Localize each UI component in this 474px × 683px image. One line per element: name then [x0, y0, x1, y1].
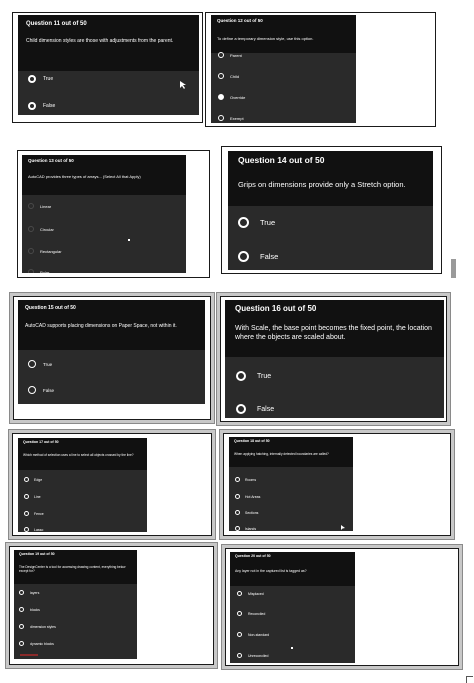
answer-option-parent[interactable] — [218, 52, 242, 58]
option-label: True — [43, 76, 54, 82]
checkbox-icon[interactable] — [28, 226, 34, 232]
question-14-header — [228, 151, 433, 206]
question-12-card — [211, 15, 356, 123]
scrollbar-thumb[interactable] — [451, 259, 456, 278]
option-label: False — [260, 252, 279, 261]
question-18-card — [229, 437, 353, 531]
question-title: Question 13 out of 50 — [28, 158, 74, 163]
radio-button-selected-icon[interactable] — [218, 94, 224, 100]
radio-button-icon[interactable] — [24, 511, 29, 516]
question-17-inner-frame — [12, 433, 212, 536]
answer-option-unreconciled[interactable] — [237, 653, 268, 658]
question-title: Question 12 out of 50 — [217, 18, 263, 23]
answer-option-non-standard[interactable] — [237, 632, 269, 637]
radio-button-icon[interactable] — [237, 611, 242, 616]
radio-button-icon[interactable] — [28, 386, 36, 394]
question-12-frame — [205, 12, 436, 127]
answer-option-layers[interactable] — [19, 590, 39, 595]
question-20-header — [230, 552, 355, 586]
option-label: Islands — [245, 526, 257, 531]
radio-button-icon[interactable] — [235, 477, 240, 482]
question-title: Question 15 out of 50 — [25, 305, 76, 311]
option-label: Sections — [245, 510, 259, 515]
answer-option-fence[interactable] — [24, 511, 44, 516]
question-title: Question 20 out of 50 — [235, 554, 271, 558]
question-15-frame — [9, 292, 215, 424]
answer-checkbox-circular[interactable] — [28, 226, 54, 232]
question-11-frame — [12, 12, 203, 123]
question-14-frame — [221, 146, 442, 274]
radio-button-icon[interactable] — [237, 591, 242, 596]
question-13-card — [22, 155, 186, 273]
question-15-card — [18, 300, 205, 404]
answer-option-false[interactable] — [236, 404, 274, 414]
checkbox-icon[interactable] — [28, 248, 34, 254]
question-15-header — [18, 300, 205, 350]
answer-option-false[interactable] — [28, 102, 55, 110]
option-label: Exempt — [230, 115, 244, 121]
question-18-frame — [219, 429, 455, 540]
radio-button-icon[interactable] — [28, 102, 36, 110]
radio-button-icon[interactable] — [28, 75, 36, 83]
answer-option-edge[interactable] — [24, 477, 42, 482]
radio-button-icon[interactable] — [237, 632, 242, 637]
radio-button-icon[interactable] — [237, 653, 242, 658]
radio-button-icon[interactable] — [235, 526, 240, 531]
option-label: Lasso — [34, 527, 44, 532]
question-title: Question 16 out of 50 — [235, 304, 317, 313]
question-14-card — [228, 151, 433, 270]
question-19-card — [14, 550, 137, 659]
question-17-card — [18, 438, 147, 532]
option-label: True — [257, 372, 272, 380]
answer-option-override[interactable] — [218, 94, 245, 100]
answer-option-false[interactable] — [238, 251, 278, 262]
mouse-cursor-icon — [291, 647, 293, 649]
question-20-card — [230, 552, 355, 663]
radio-button-icon[interactable] — [235, 494, 240, 499]
answer-option-true[interactable] — [28, 75, 53, 83]
option-label: dimension styles — [30, 624, 56, 629]
question-15-inner-frame — [13, 296, 211, 420]
question-title: Question 11 out of 50 — [26, 21, 87, 27]
answer-option-dimension-styles[interactable] — [19, 624, 56, 629]
option-label: False — [43, 103, 56, 109]
question-16-card — [225, 300, 444, 418]
answer-option-true[interactable] — [238, 217, 275, 228]
answer-option-misplaced[interactable] — [237, 591, 264, 596]
radio-button-icon[interactable] — [19, 624, 24, 629]
option-label: Reconciled — [248, 611, 266, 616]
answer-option-lasso[interactable] — [24, 527, 43, 532]
radio-button-icon[interactable] — [19, 641, 24, 646]
answer-option-exempt[interactable] — [218, 115, 244, 121]
question-prompt: Grips on dimensions provide only a Stretch option. — [238, 179, 406, 189]
question-18-header — [229, 437, 353, 467]
answer-option-sections[interactable] — [235, 510, 258, 515]
option-label: Fence — [34, 511, 44, 516]
question-prompt: AutoCAD provides three types of arrays... (Select All that Apply) — [28, 173, 141, 179]
answer-option-true[interactable] — [28, 360, 52, 368]
radio-button-icon[interactable] — [19, 607, 24, 612]
question-17-header — [18, 438, 147, 470]
question-19-frame — [5, 542, 218, 669]
question-16-inner-frame — [220, 296, 447, 422]
option-label: blocks — [30, 607, 40, 612]
question-title: Question 17 out of 50 — [23, 440, 59, 444]
option-label: False — [257, 405, 275, 413]
question-title: Question 19 out of 50 — [19, 552, 55, 556]
question-13-frame — [17, 150, 210, 278]
mouse-cursor-icon — [128, 239, 130, 241]
radio-button-icon[interactable] — [236, 371, 246, 381]
option-label: Polar — [40, 269, 50, 273]
checkbox-icon[interactable] — [28, 269, 34, 273]
question-title: Question 14 out of 50 — [238, 155, 325, 165]
question-prompt: When applying hatching, internally detected boundaries are called? — [234, 451, 329, 456]
option-label: layers — [30, 590, 40, 595]
question-title: Question 18 out of 50 — [234, 439, 270, 443]
radio-button-icon[interactable] — [24, 477, 29, 482]
option-label: Rectangular — [40, 248, 62, 254]
question-18-inner-frame — [223, 433, 451, 536]
radio-button-icon[interactable] — [218, 73, 224, 79]
answer-option-true[interactable] — [236, 371, 271, 381]
option-label: Rooms — [245, 477, 257, 482]
option-label: Override — [230, 94, 246, 100]
question-16-header — [225, 300, 444, 357]
answer-option-blocks[interactable] — [19, 607, 40, 612]
question-11-card — [18, 15, 199, 115]
checkbox-icon[interactable] — [28, 203, 34, 209]
question-17-frame — [8, 429, 216, 540]
option-label: Linear — [40, 203, 52, 209]
option-label: False — [43, 387, 55, 393]
radio-button-icon[interactable] — [28, 360, 36, 368]
option-label: Non-standard — [248, 632, 270, 637]
question-prompt: With Scale, the base point becomes the fixed point, the location where the objects are scaled about. — [235, 325, 432, 341]
answer-option-dynamic-blocks[interactable] — [19, 641, 54, 646]
mouse-cursor-icon — [341, 525, 345, 530]
question-20-inner-frame — [225, 548, 459, 666]
radio-button-icon[interactable] — [19, 590, 24, 595]
option-label: Parent — [230, 52, 242, 58]
answer-option-false[interactable] — [28, 386, 54, 394]
radio-button-icon[interactable] — [238, 217, 249, 228]
answer-option-hot-areas[interactable] — [235, 494, 260, 499]
question-prompt: AutoCAD supports placing dimensions on Paper Space, not within it. — [25, 323, 177, 329]
option-label: dynamic blocks — [30, 641, 54, 646]
question-prompt: Any layer not in the captured list is tagged as? — [235, 568, 307, 573]
answer-checkbox-polar[interactable] — [28, 269, 49, 273]
radio-button-icon[interactable] — [236, 404, 246, 414]
question-16-frame — [216, 292, 451, 426]
radio-button-icon[interactable] — [24, 494, 29, 499]
question-11-header — [18, 15, 199, 71]
answer-option-line[interactable] — [24, 494, 41, 499]
option-label: Circular — [40, 226, 54, 232]
answer-option-child[interactable] — [218, 73, 239, 79]
radio-button-icon[interactable] — [218, 115, 224, 121]
option-label: Line — [34, 494, 41, 499]
answer-option-reconciled[interactable] — [237, 611, 265, 616]
answer-option-islands[interactable] — [235, 526, 256, 531]
option-label: Unreconciled — [248, 653, 269, 658]
question-20-frame — [221, 544, 463, 670]
question-prompt: Child dimension styles are those with adjustments from the parent. — [26, 38, 174, 44]
radio-button-icon[interactable] — [238, 251, 249, 262]
option-label: Hot Areas — [245, 494, 261, 499]
answer-checkbox-linear[interactable] — [28, 203, 51, 209]
question-prompt: To define a temporary dimension style, use this option. — [217, 35, 314, 41]
answer-option-rooms[interactable] — [235, 477, 256, 482]
answer-checkbox-rectangular[interactable] — [28, 248, 62, 254]
question-19-inner-frame — [9, 546, 214, 665]
question-12-header — [211, 15, 356, 53]
red-mark-icon — [20, 654, 38, 656]
question-prompt: Which method of selection uses a line to select all objects crossed by the line? — [23, 452, 134, 457]
radio-button-icon[interactable] — [218, 52, 224, 58]
option-label: True — [43, 361, 53, 367]
mouse-cursor-icon — [180, 81, 186, 89]
question-13-header — [22, 155, 186, 195]
option-label: Child — [230, 73, 240, 79]
question-prompt: The DesignCenter is a tool for accessing drawing content, everything below except for? — [19, 564, 126, 573]
option-label: Misplaced — [248, 591, 264, 596]
radio-button-icon[interactable] — [24, 527, 29, 532]
radio-button-icon[interactable] — [235, 510, 240, 515]
option-label: True — [260, 218, 276, 227]
option-label: Edge — [34, 477, 43, 482]
question-19-header — [14, 550, 137, 584]
